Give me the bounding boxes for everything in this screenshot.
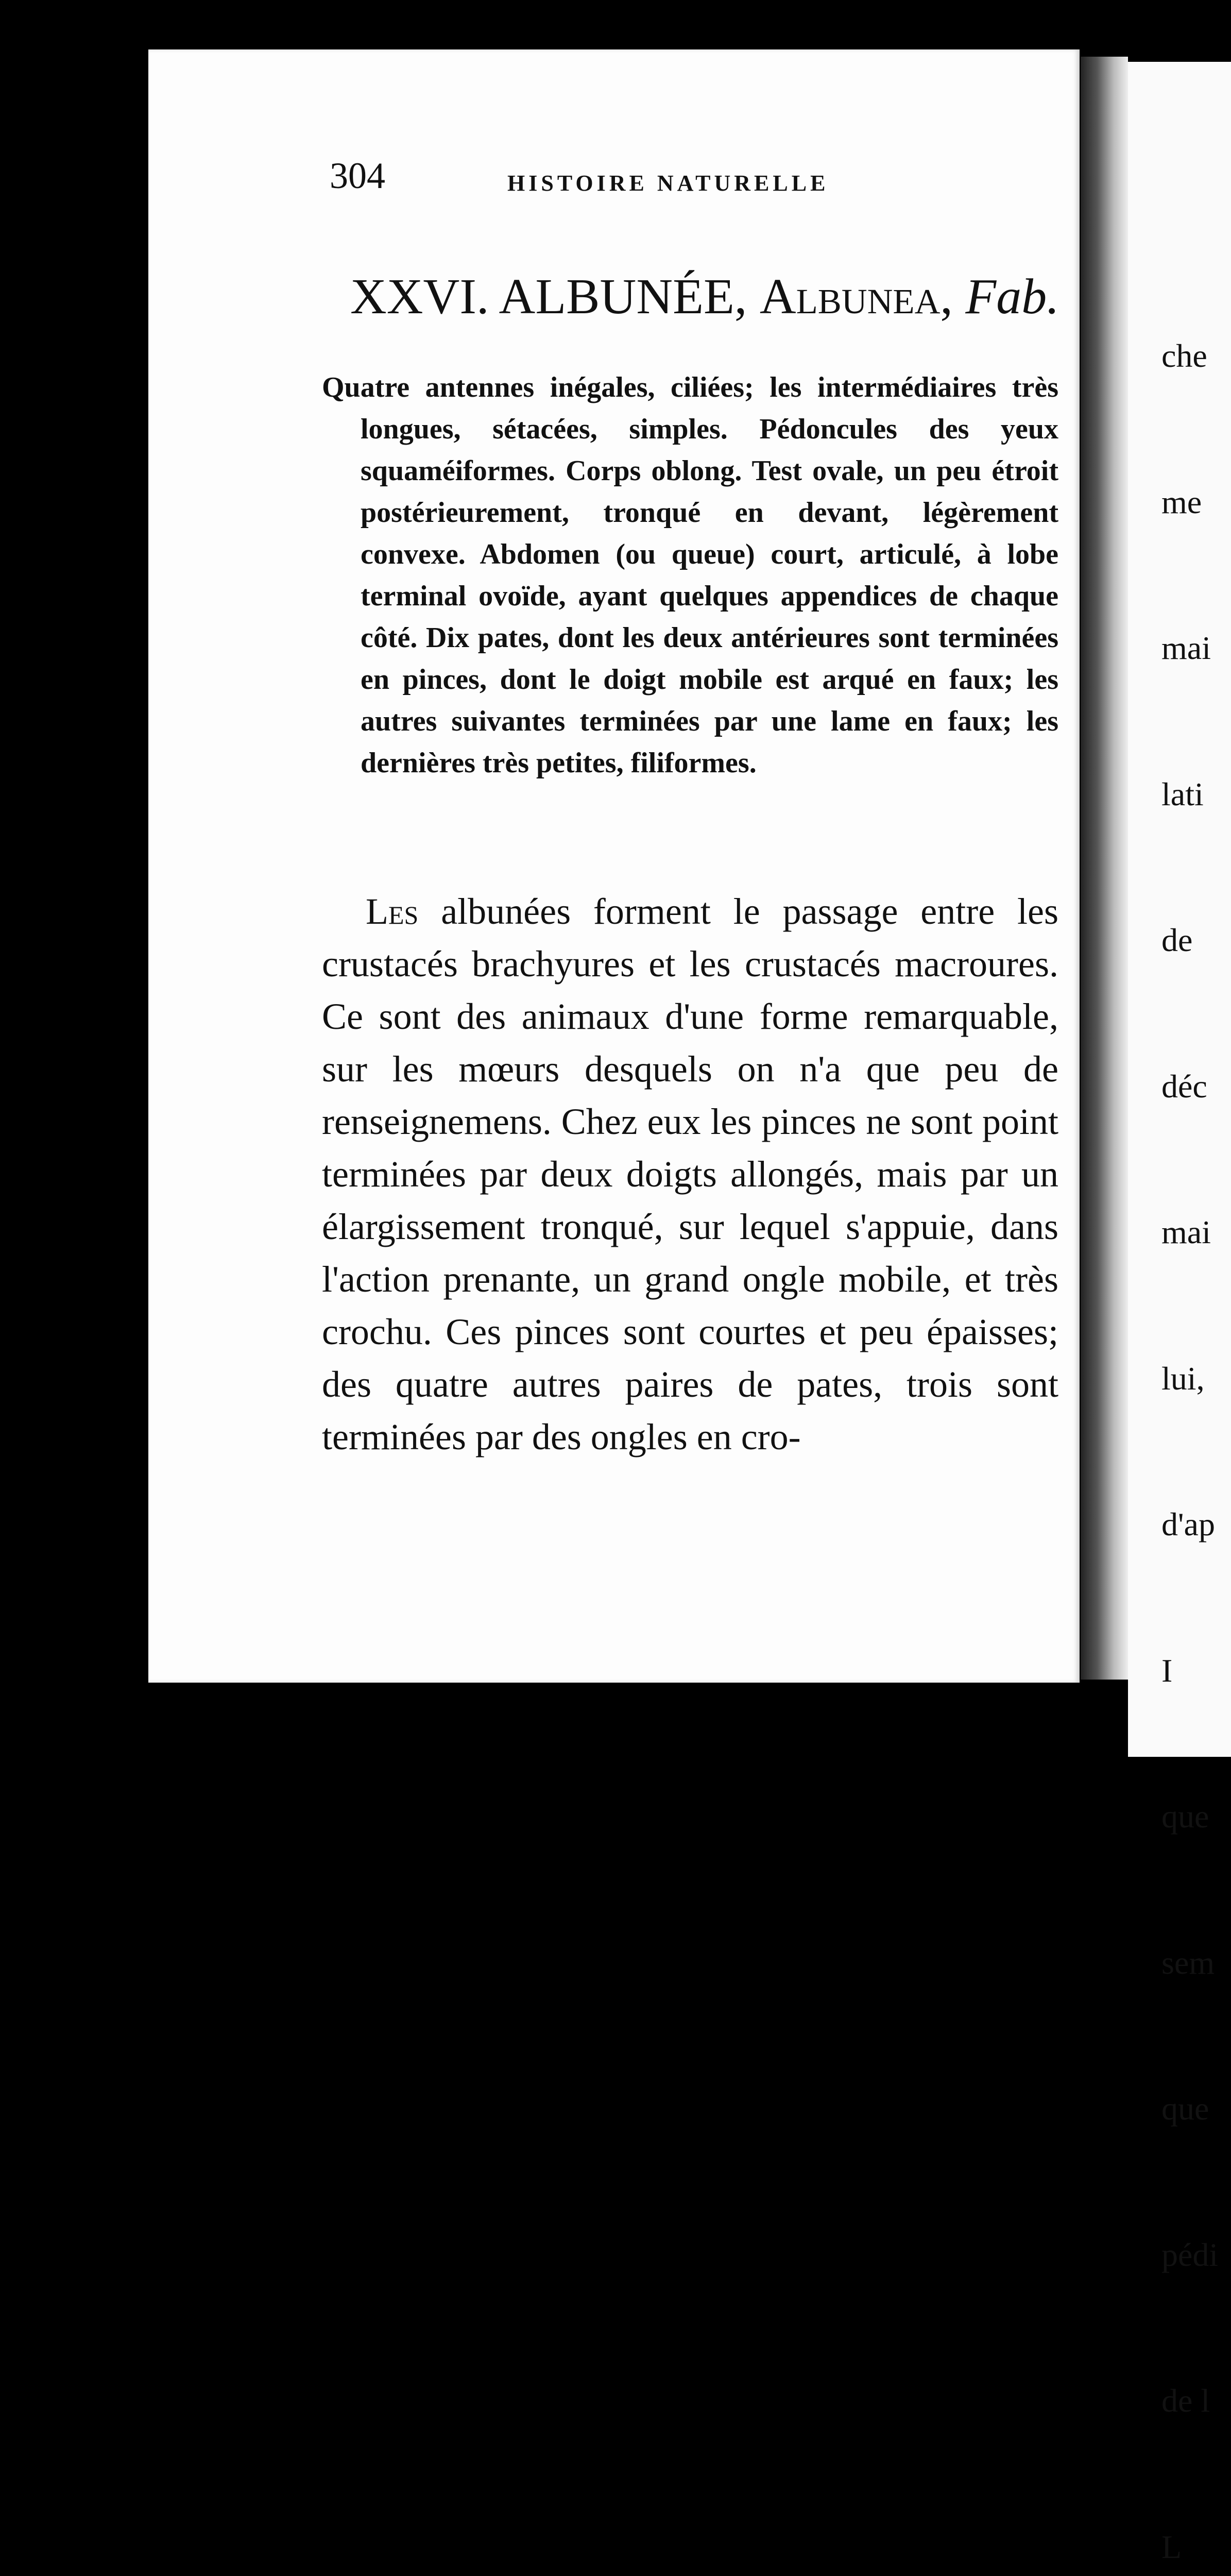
facing-line: que [1161,1798,1209,1835]
facing-line: lui, [1161,1360,1205,1397]
genus-name: ALBUNÉE, [499,269,747,325]
facing-line: L [1161,2528,1182,2565]
genus-title: XXVI. ALBUNÉE, Albunea, Fab. [350,269,1059,325]
facing-line: d'ap [1161,1506,1215,1543]
body-text [322,885,1058,1463]
facing-line: mai [1161,1214,1211,1250]
diagnosis-text: Quatre antennes inégales, ciliées; les intermédiaires très longues, sétacées, simples. Pédoncules des yeux squaméiformes. Corps oblong. Test ovale, un peu étroit postérieurement, tronqué en devant, légèrement convexe. Abdomen (ou queue) court, articulé, à lobe terminal ovoïde, ayant quelques appendices de chaque côté. Dix pates, dont les deux antérieures sont terminées en pinces, dont le doigt mobile est arqué en faux; les autres suivantes terminées par une lame en faux; les dernières très petites, filiformes. [322,371,1058,779]
facing-line: pédi [1161,2236,1219,2273]
body-paragraph-text: albunées forment le passage entre les crustacés brachyures et les crustacés macroures. Ce sont des animaux d'une forme remarquable, sur les mœurs desquels on n'a que peu de renseignemens. Chez eux les pinces ne sont point terminées par deux doigts allongés, mais par un élargissement tronqué, sur lequel s'appuie, dans l'action prenante, un grand ongle mobile, et très crochu. Ces pinces sont courtes et peu épaisses; des quatre autres paires de pates, trois sont terminées par des ongles en cro- [322,891,1058,1458]
facing-line: que [1161,2090,1209,2127]
facing-line: mai [1161,630,1211,666]
facing-line: me [1161,483,1202,520]
body-paragraph [322,885,1058,1463]
facing-line: sem [1161,1944,1215,1981]
facing-line: de l [1161,2382,1210,2419]
facing-line: che [1161,337,1207,374]
genus-numeral: XXVI. [350,269,489,325]
facing-page-text [1161,234,1224,2576]
running-head: HISTOIRE NATURELLE [507,171,829,196]
facing-line: de [1161,922,1193,958]
genus-latin-name: Albunea [759,269,941,325]
book-gutter [1081,57,1128,1680]
page-number: 304 [330,155,385,196]
body-lead-word: Les [366,891,419,932]
facing-line: déc [1161,1067,1207,1105]
facing-line: lati [1161,775,1204,812]
genus-diagnosis [322,367,1058,784]
genus-author: Fab. [965,269,1059,325]
facing-line: I [1161,1652,1173,1689]
